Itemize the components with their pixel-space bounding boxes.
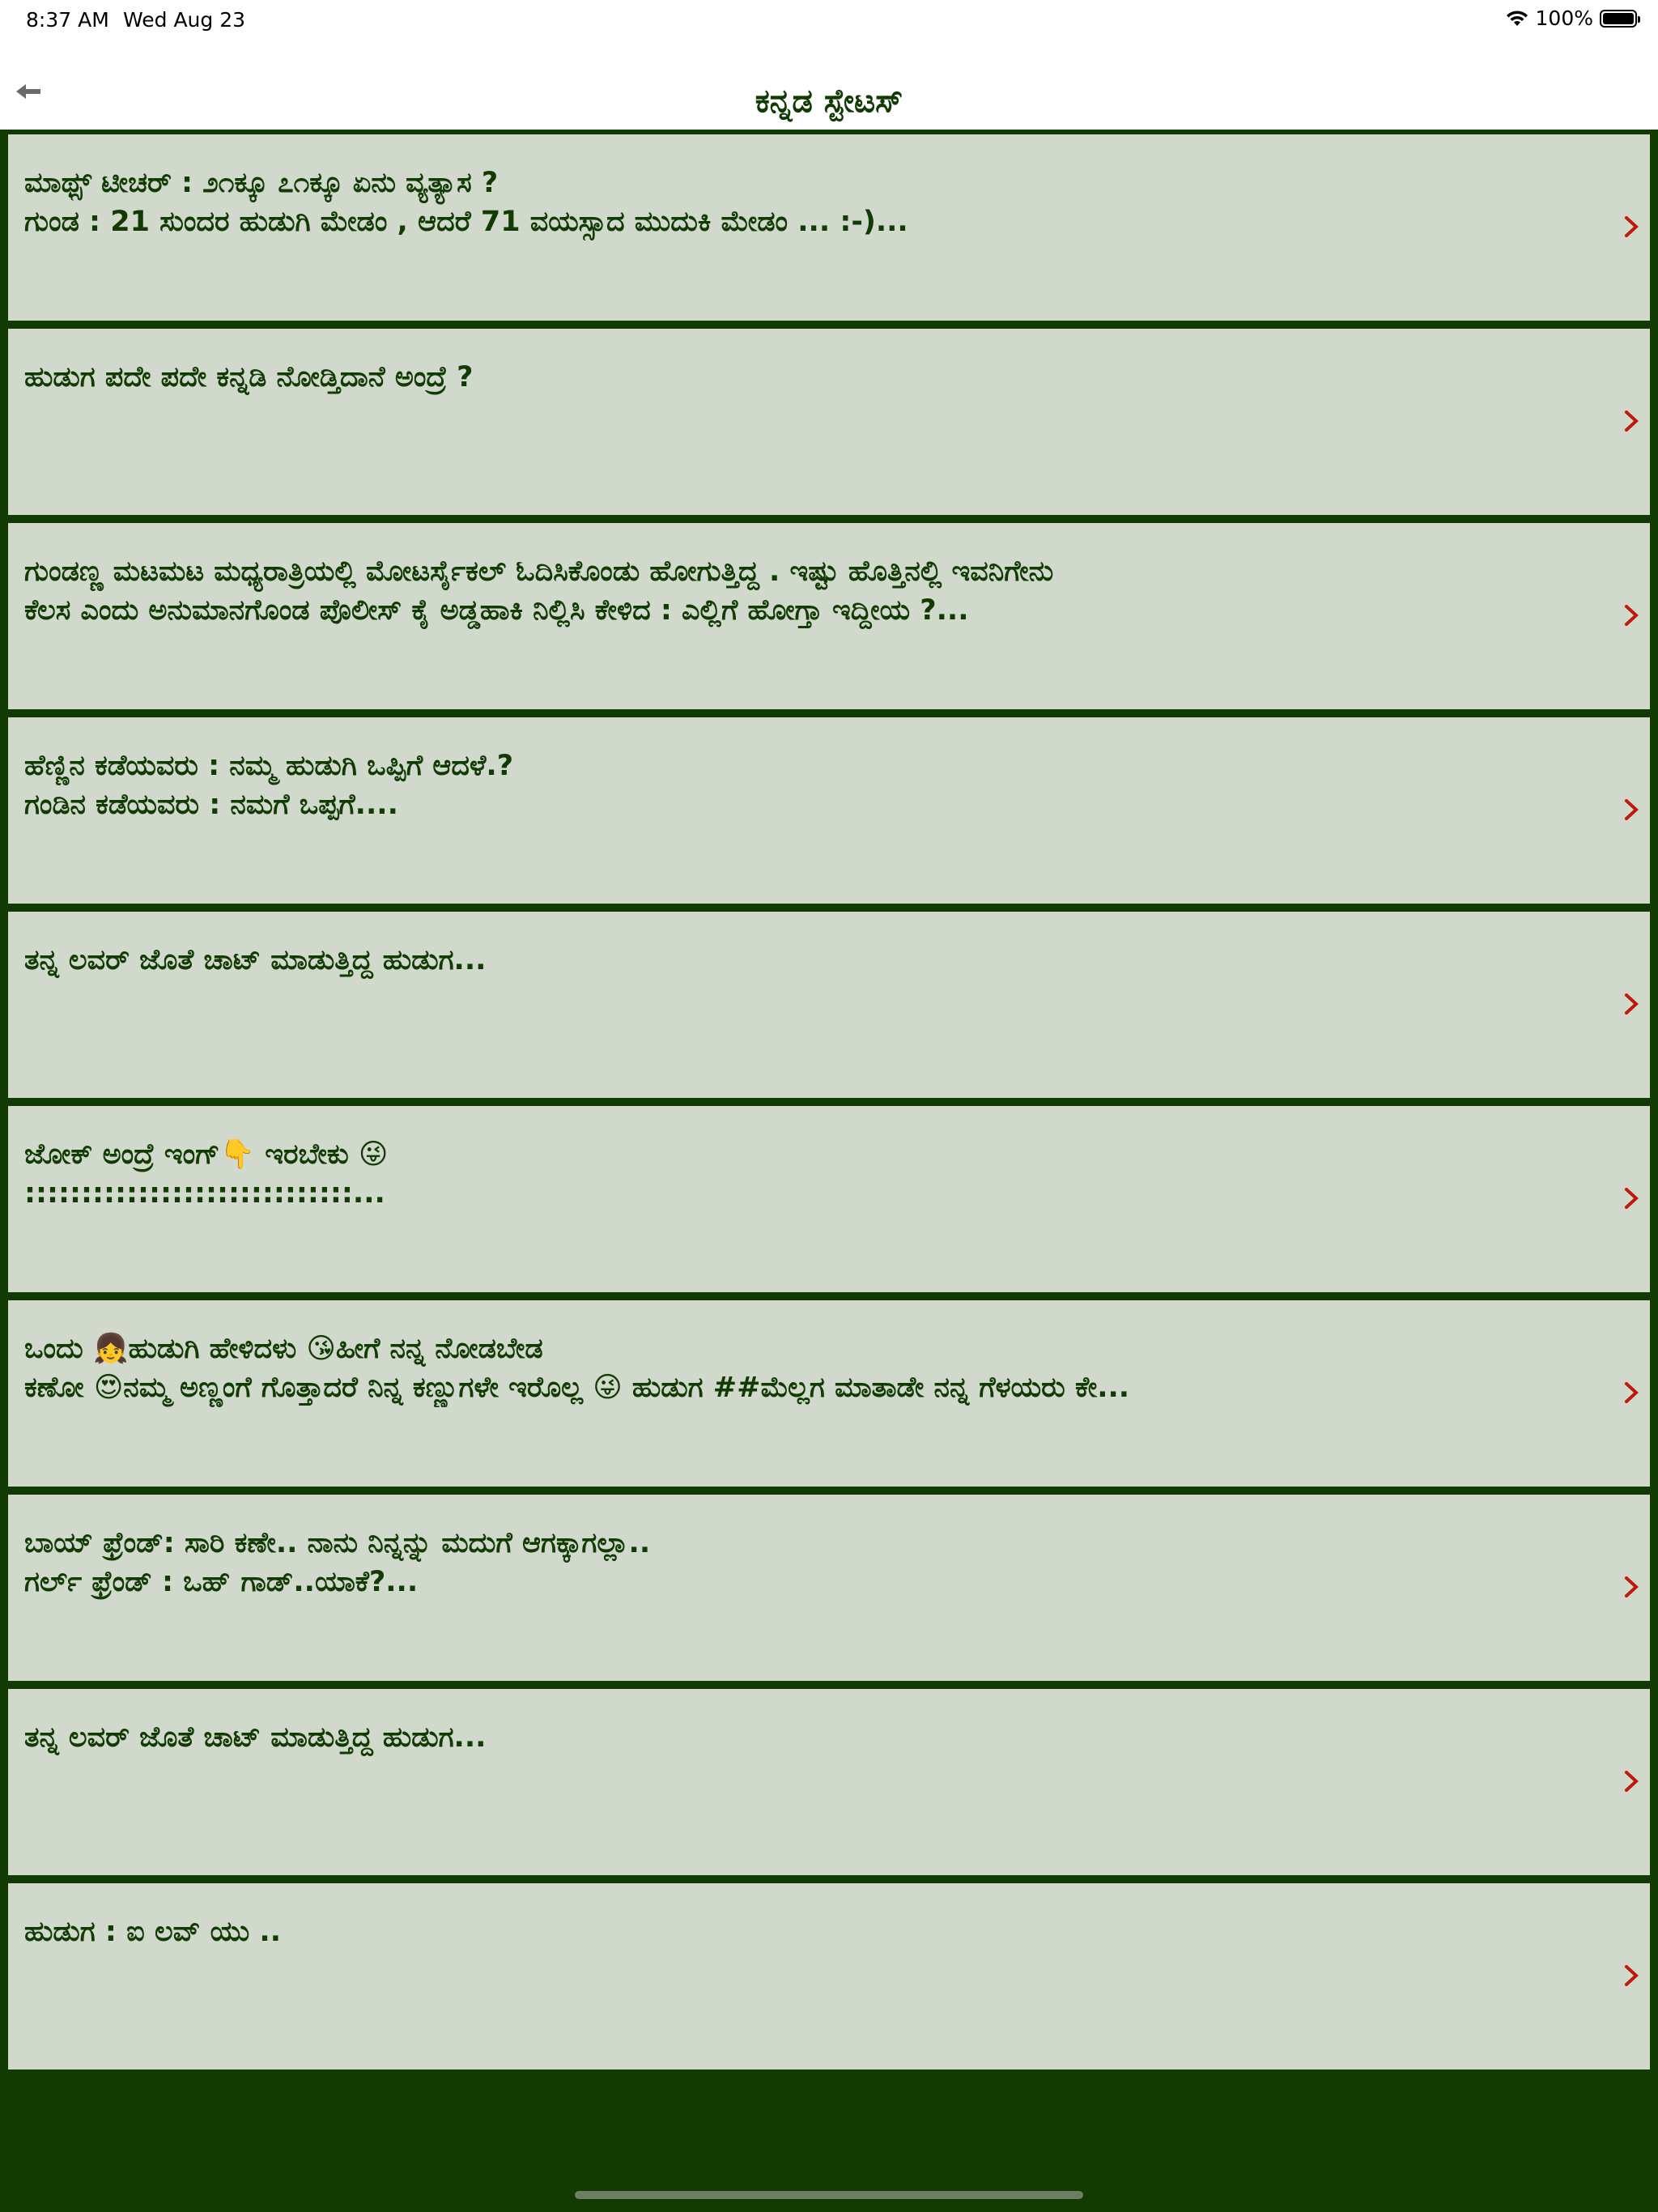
status-date: Wed Aug 23 (123, 8, 246, 32)
list-item[interactable] (8, 329, 1650, 515)
list-item[interactable] (8, 1883, 1650, 2069)
list-item[interactable] (8, 912, 1650, 1098)
chevron-right-icon (1622, 1381, 1640, 1404)
chevron-right-icon (1622, 215, 1640, 238)
chevron-right-icon (1622, 993, 1640, 1015)
list-item-text: ಹೆಣ್ಣಿನ ಕಡೆಯವರು : ನಮ್ಮ ಹುಡುಗಿ ಒಪ್ಪಿಗೆ ಆದಳೆ.? ಗಂಡಿನ ಕಡೆಯವರು : ನಮಗೆ ಒಪ್ಪಗೆ.... (24, 750, 514, 821)
list-item[interactable] (8, 523, 1650, 709)
list-item-text: ತನ್ನ ಲವರ್ ಜೊತೆ ಚಾಟ್ ಮಾಡುತ್ತಿದ್ದ ಹುಡುಗ... (24, 1721, 487, 1754)
status-bar (0, 0, 1658, 40)
battery-icon (1600, 10, 1637, 28)
navigation-bar (0, 40, 1658, 131)
list-item[interactable] (8, 1300, 1650, 1487)
status-list (8, 134, 1650, 2078)
list-item-text: ಒಂದು 👧ಹುಡುಗಿ ಹೇಳಿದಳು 😘ಹೀಗೆ ನನ್ನ ನೋಡಬೇಡ ಕಣೋ 😍ನಮ್ಮ ಅಣ್ಣಂಗೆ ಗೊತ್ತಾದರೆ ನಿನ್ನ ಕಣ್ಣುಗಳೇ ಇರೊಲ್ಲ 😜 ಹುಡುಗ ##ಮೆಲ್ಲಗ ಮಾತಾಡೇ ನನ್ನ ಗೆಳಯರು ಕೇ... (24, 1333, 1130, 1404)
chevron-right-icon (1622, 1770, 1640, 1793)
list-item[interactable] (8, 717, 1650, 904)
status-list-area (0, 130, 1658, 2212)
wifi-icon (1505, 9, 1529, 28)
battery-percentage: 100% (1535, 6, 1593, 30)
list-item-text: ಹುಡುಗ ಪದೇ ಪದೇ ಕನ್ನಡಿ ನೋಡ್ತಿದಾನೆ ಅಂದ್ರೆ ? (24, 361, 474, 393)
list-item[interactable] (8, 1106, 1650, 1292)
list-item[interactable] (8, 1495, 1650, 1681)
chevron-right-icon (1622, 1964, 1640, 1987)
home-indicator[interactable] (575, 2191, 1083, 2199)
status-time: 8:37 AM (26, 8, 109, 32)
chevron-right-icon (1622, 798, 1640, 821)
chevron-right-icon (1622, 410, 1640, 432)
status-indicators (1505, 6, 1637, 30)
list-item-text: ತನ್ನ ಲವರ್ ಜೊತೆ ಚಾಟ್ ಮಾಡುತ್ತಿದ್ದ ಹುಡುಗ... (24, 944, 487, 976)
list-item-text: ಮಾಥ್ಸ್ ಟೀಚರ್ : ೨೧ಕ್ಕೂ ೭೧ಕ್ಕೂ ಏನು ವ್ಯತ್ಯಾಸ ? ಗುಂಡ : 21 ಸುಂದರ ಹುಡುಗಿ ಮೇಡಂ , ಆದರೆ 71 ವಯಸ್ಸಾದ ಮುದುಕಿ ಮೇಡಂ ... :-)... (24, 167, 908, 238)
list-item-text: ಗುಂಡಣ್ಣ ಮಟಮಟ ಮಧ್ಯರಾತ್ರಿಯಲ್ಲಿ ಮೋಟರ್ಸೈಕಲ್ ಓದಿಸಿಕೊಂಡು ಹೋಗುತ್ತಿದ್ದ . ಇಷ್ಟು ಹೊತ್ತಿನಲ್ಲಿ ಇವನಿಗೇನು ಕೆಲಸ ಎಂದು ಅನುಮಾನಗೊಂಡ ಪೊಲೀಸ್ ಕೈ ಅಡ್ಡಹಾಕಿ ನಿಲ್ಲಿಸಿ ಕೇಳಿದ : ಎಲ್ಲಿಗೆ ಹೋಗ್ತಾ ಇದ್ದೀಯ ?... (24, 555, 1054, 627)
chevron-right-icon (1622, 1187, 1640, 1210)
page-title: ಕನ್ನಡ ಸ್ಟೇಟಸ್ (755, 83, 903, 120)
list-item-text: ಬಾಯ್ ಫ್ರೆಂಡ್: ಸಾರಿ ಕಣೇ.. ನಾನು ನಿನ್ನನ್ನು ಮದುಗೆ ಆಗಕ್ಕಾಗಲ್ಲಾ.. ಗರ್ಲ್ ಫ್ರೆಂಡ್ : ಒಹ್ ಗಾಡ್..ಯಾಕೆ?... (24, 1527, 651, 1598)
chevron-right-icon (1622, 1576, 1640, 1598)
list-item[interactable] (8, 1689, 1650, 1875)
chevron-right-icon (1622, 604, 1640, 627)
list-item-text: ಹುಡುಗ : ಐ ಲವ್ ಯು .. (24, 1916, 282, 1948)
list-item-text: ಜೋಕ್ ಅಂದ್ರೆ ಇಂಗ್👇 ಇರಬೇಕು 😜 :::::::::::::::::::::::::::::... (24, 1138, 389, 1210)
list-item[interactable] (8, 134, 1650, 321)
battery-level (1603, 13, 1634, 24)
